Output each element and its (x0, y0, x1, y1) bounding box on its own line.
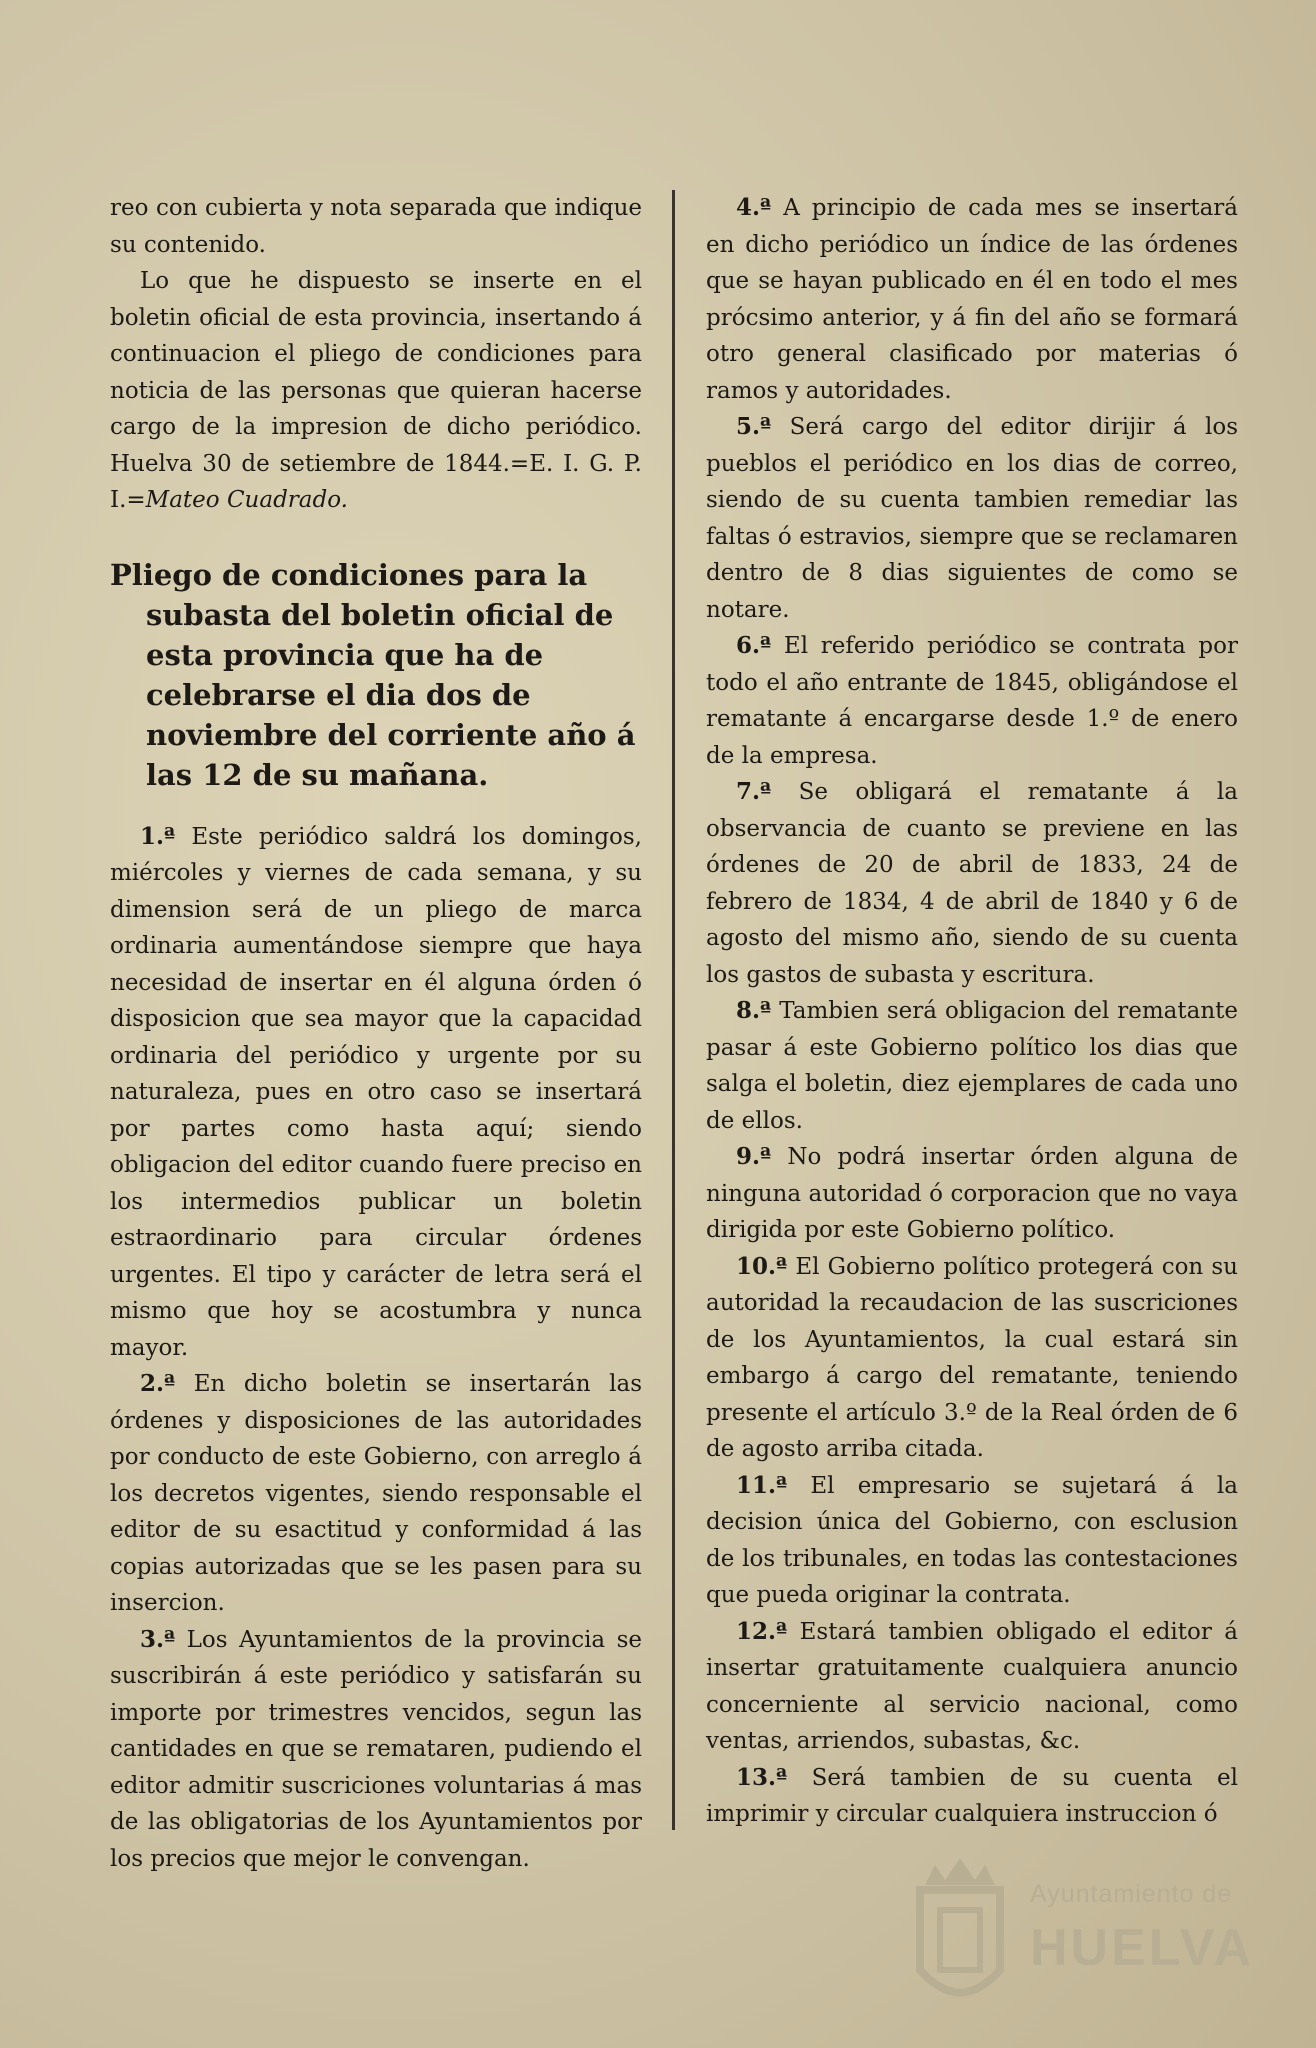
crest-icon (900, 1850, 1020, 2020)
clause-item (706, 993, 1238, 1139)
clause-number: 2.ª (140, 1370, 176, 1397)
clause-text: En dicho boletin se insertarán las órdenes y disposiciones de las autoridades por conducto de este Gobierno, con arreglo á los decretos vigentes, siendo responsable el editor de su esactitud y conformidad á las copias autorizadas que se les pasen para su insercion. (110, 1371, 642, 1616)
clause-item (706, 628, 1238, 774)
clause-text: Será tambien de su cuenta el imprimir y circular cualquiera instruccion ó (706, 1764, 1239, 1827)
clause-item (706, 409, 1238, 628)
clause-number: 6.ª (736, 632, 772, 659)
clause-item (110, 1622, 642, 1878)
clause-number: 7.ª (736, 778, 772, 805)
clause-item (110, 1366, 642, 1622)
clause-text: No podrá insertar órden alguna de ninguna autoridad ó corporacion que no vaya dirigida por este Gobierno político. (706, 1144, 1238, 1243)
clause-number: 11.ª (736, 1471, 788, 1499)
clause-number: 1.ª (140, 822, 176, 850)
clause-text: Será cargo del editor dirijir á los pueblos el periódico en los dias de correo, siendo de su cuenta tambien remediar las faltas ó estravios, siempre que se reclamaren dentro de 8 dias siguientes de como se notare. (706, 414, 1239, 623)
clause-text: Los Ayuntamientos de la provincia se suscribirán á este periódico y satisfarán su importe por trimestres vencidos, segun las cantidades en que se remataren, pudiendo el editor admitir suscriciones voluntarias á mas de las obligatorias de los Ayuntamientos por los precios que mejor le convengan. (110, 1626, 642, 1872)
column-divider (672, 190, 675, 1830)
clause-number: 8.ª (736, 997, 772, 1024)
intro-text: Lo que he dispuesto se inserte en el boletin oficial de esta provincia, insertando á continuacion el pliego de condiciones para noticia de las personas que quieran hacerse cargo de la impresion de dicho periódico. Huelva 30 de setiembre de 1844.=E. I. G. P. I.= (110, 268, 642, 513)
continuation-text: reo con cubierta y nota separada que indique su contenido. (110, 195, 642, 258)
right-column (706, 190, 1238, 1833)
clause-number: 3.ª (140, 1625, 176, 1653)
clause-text: Estará tambien obligado el editor á insertar gratuitamente cualquiera anuncio concerniente al servicio nacional, como ventas, arriendos, subastas, &c. (706, 1618, 1238, 1754)
watermark-line2: HUELVA (1030, 1919, 1255, 1977)
clause-item (110, 819, 642, 1367)
clause-text: El Gobierno político protegerá con su autoridad la recaudacion de las suscriciones de los Ayuntamientos, la cual estará sin embargo á cargo del rematante, teniendo presente el artículo 3.º de la Real órden de 6 de agosto arriba citada. (706, 1253, 1238, 1462)
clause-number: 4.ª (736, 194, 772, 221)
clause-item (706, 774, 1238, 993)
clause-text: A principio de cada mes se insertará en dicho periódico un índice de las órdenes que se hayan publicado en él en todo el mes prócsimo anterior, y á fin del año se formará otro general clasificado por materias ó ramos y autoridades. (706, 195, 1238, 404)
watermark-line1: Ayuntamiento de (1030, 1880, 1233, 1908)
clause-item (706, 1614, 1238, 1760)
clause-text: Tambien será obligacion del rematante pasar á este Gobierno político los dias que salga el boletin, diez ejemplares de cada uno de ellos. (706, 998, 1238, 1134)
clause-item (706, 1760, 1238, 1833)
clause-number: 9.ª (736, 1143, 772, 1170)
clause-text: Este periódico saldrá los domingos, miércoles y viernes de cada semana, y su dimension será de un pliego de marca ordinaria aumentándose siempre que haya necesidad de insertar en él alguna órden ó disposicion que sea mayor que la capacidad ordinaria del periódico y urgente por su naturaleza, pues en otro caso se insertará por partes como hasta aquí; siendo obligacion del editor cuando fuere preciso en los intermedios publicar un boletin estraordinario para circular órdenes urgentes. El tipo y carácter de letra será el mismo que hoy se acostumbra y nunca mayor. (110, 823, 642, 1361)
clause-text: El referido periódico se contrata por todo el año entrante de 1845, obligándose el rematante á encargarse desde 1.º de enero de la empresa. (706, 633, 1238, 769)
left-column (110, 190, 642, 1877)
document-title: Pliego de condiciones para la subasta del boletin oficial de esta provincia que ha de celebrarse el dia dos de noviembre del corriente año á las 12 de su mañana. (110, 557, 636, 792)
clause-item (706, 190, 1238, 409)
watermark (900, 1850, 1255, 2020)
signature: Mateo Cuadrado. (145, 487, 348, 513)
clause-text: El empresario se sujetará á la decision única del Gobierno, con esclusion de los tribunales, en todas las contestaciones que pueda originar la contrata. (706, 1472, 1239, 1608)
clause-item (706, 1468, 1238, 1614)
intro-paragraph (110, 263, 642, 519)
clause-text: Se obligará el rematante á la observancia de cuanto se previene en las órdenes de 20 de abril de 1833, 24 de febrero de 1834, 4 de abril de 1840 y 6 de agosto del mismo año, siendo de su cuenta los gastos de subasta y escritura. (706, 779, 1238, 988)
clause-item (706, 1139, 1238, 1249)
clause-item (706, 1249, 1238, 1468)
clause-number: 13.ª (736, 1763, 788, 1791)
clause-number: 10.ª (736, 1252, 788, 1280)
clause-number: 12.ª (736, 1617, 788, 1645)
clause-number: 5.ª (736, 413, 772, 440)
